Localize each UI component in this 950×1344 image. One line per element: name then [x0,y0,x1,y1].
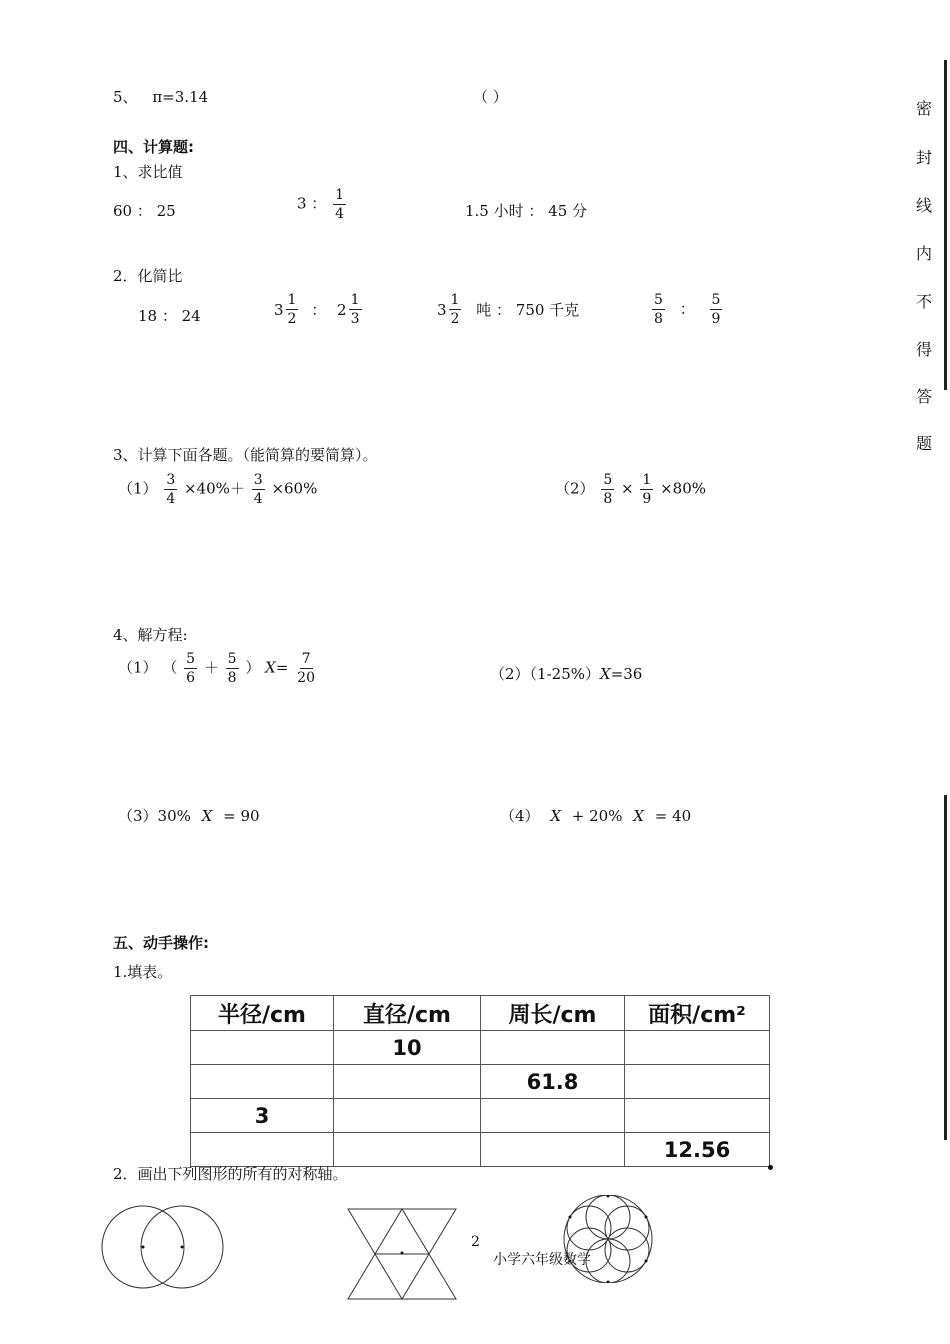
fraction-numerator: 5 [603,472,613,488]
ratio-colon: ： [679,299,695,318]
footer-subject: 小学六年级数学 [493,1252,591,1268]
fraction-numerator: 5 [711,292,721,308]
fill-table-title: 1.填表。 [113,963,173,981]
item-label: （1） [118,479,158,498]
simplify-item-c [437,293,579,326]
simplify-item-a: 18 ： 24 [138,307,201,325]
seal-char: 答 [916,387,933,406]
part-2-title: 2．化简比 [113,267,183,285]
seal-line-bottom [944,795,947,1140]
table-cell[interactable] [334,1065,481,1099]
q5-text: π=3.14 [152,88,209,106]
fraction-denominator: 3 [350,311,360,327]
center-dot [142,1246,145,1249]
fraction [601,473,614,506]
part-4-title: 4、解方程: [113,626,188,644]
fraction-numerator: 3 [253,472,263,488]
plus-sign: ＋ [203,658,219,677]
header-circumference: 周长/cm [481,996,625,1031]
header-radius: 半径/cm [191,996,334,1031]
fraction [164,473,177,506]
mixed-whole: 3 [437,300,447,319]
equation-text: 30% [157,807,191,825]
simplify-item-d [650,293,724,326]
paren-close: ） [245,658,261,677]
expression-end: ×80% [660,479,707,498]
point-dot [645,1260,648,1263]
q5-blank: （ ） [473,88,508,106]
page-number: 2 [471,1234,480,1250]
seal-char: 线 [916,196,933,215]
section-4-title: 四、计算题: [113,138,194,156]
mixed-number [274,293,300,326]
fraction-denominator: 6 [186,670,196,686]
point-dot [645,1216,648,1219]
fraction [652,293,665,326]
equation-end: = 90 [223,807,260,825]
table-cell[interactable]: 3 [191,1099,334,1133]
ratio-colon: ： [311,300,327,319]
table-cell[interactable] [625,1099,770,1133]
center-dot [401,1252,404,1255]
seal-char: 密 [916,99,933,118]
fraction-denominator: 9 [711,311,721,327]
seal-line-top [944,60,947,390]
center-dot [181,1246,184,1249]
seal-char: 封 [916,148,933,167]
fraction-numerator: 1 [642,472,652,488]
table-cell[interactable]: 61.8 [481,1065,625,1099]
table-cell[interactable]: 12.56 [625,1133,770,1167]
equation-4 [500,805,691,826]
header-diameter: 直径/cm [334,996,481,1031]
variable-x: X [265,658,276,677]
fraction [252,473,265,506]
item-label: （3） [118,807,158,825]
simplify-item-b [274,293,364,326]
fraction-numerator: 1 [335,187,345,203]
fraction-denominator: 4 [335,206,345,222]
ratio-item-b-prefix: 3 ： [297,194,327,213]
equals-sign: = [275,658,289,677]
equation-text: （1-25%） [529,665,600,683]
fraction [286,293,299,326]
expression-end: ×60% [271,479,318,498]
table-cell[interactable] [481,1133,625,1167]
fraction-denominator: 4 [253,491,263,507]
calc-item-1 [118,473,317,506]
symmetry-title: 2．画出下列图形的所有的对称轴。 [113,1165,348,1183]
fraction-denominator: 8 [227,670,237,686]
part-1-title: 1、求比值 [113,163,183,181]
fraction [710,293,723,326]
marker-dot [768,1165,773,1170]
point-dot [607,1195,610,1198]
header-area: 面积/cm² [625,996,770,1031]
fraction-numerator: 7 [301,651,311,667]
table-cell[interactable]: 10 [334,1031,481,1065]
fraction [640,473,653,506]
simplify-item-c-rest: 吨 ： 750 千克 [476,300,580,319]
equation-3 [118,805,260,826]
fraction-denominator: 9 [642,491,652,507]
part-3-title: 3、计算下面各题。（能简算的要简算）。 [113,446,378,464]
equation-2 [490,663,642,684]
section-5-title: 五、动手操作: [113,934,209,952]
paren-open: （ [162,658,178,677]
fraction-denominator: 4 [166,491,176,507]
q5-label: 5、 [113,88,138,106]
variable-x: X [550,807,562,825]
ratio-item-a: 60 ： 25 [113,202,176,220]
table-header-row [191,996,770,1031]
table-cell[interactable] [334,1133,481,1167]
table-row [191,1133,770,1167]
fraction-denominator: 8 [654,311,663,327]
figure-flower-circle [558,1195,660,1283]
fraction [295,652,317,685]
equation-end: =36 [610,665,643,683]
table-row [191,1065,770,1099]
fraction-denominator: 8 [603,491,613,507]
fraction-numerator: 5 [654,292,663,308]
equation-1 [118,652,319,685]
mixed-whole: 2 [337,300,347,319]
item-label: （2） [490,665,530,683]
q5-line [113,86,208,107]
table-cell[interactable] [625,1031,770,1065]
mixed-number [437,293,463,326]
circle-table [190,995,770,1167]
item-label: （2） [555,479,595,498]
table-row [191,1031,770,1065]
fraction [184,652,197,685]
table-cell[interactable] [625,1065,770,1099]
table-cell[interactable] [334,1099,481,1133]
fraction-numerator: 1 [287,292,297,308]
figure-triangles [342,1205,462,1305]
table-cell[interactable] [481,1031,625,1065]
fraction-numerator: 5 [186,651,196,667]
figure-overlapping-circles [98,1200,228,1292]
table-cell[interactable] [191,1031,334,1065]
fraction-denominator: 20 [297,670,315,686]
ratio-item-c: 1.5 小时 ： 45 分 [465,202,588,220]
mixed-number [337,293,363,326]
fraction [349,293,362,326]
fraction-numerator: 5 [227,651,237,667]
fraction-numerator: 1 [450,292,460,308]
table-cell[interactable] [191,1133,334,1167]
equation-middle: + 20% [571,807,623,825]
ratio-item-b [297,188,348,221]
fraction [449,293,462,326]
table-cell[interactable] [191,1065,334,1099]
table-cell[interactable] [481,1099,625,1133]
seal-char: 内 [916,244,933,263]
expression-middle: × [621,479,634,498]
equation-end: = 40 [654,807,692,825]
fraction [226,652,239,685]
mixed-whole: 3 [274,300,284,319]
variable-x: X [633,807,644,825]
variable-x: X [201,807,213,825]
table-row [191,1099,770,1133]
variable-x: X [600,665,611,683]
fraction-denominator: 2 [287,311,297,327]
expression-middle: ×40%＋ [184,479,245,498]
fraction-denominator: 2 [450,311,460,327]
point-dot [569,1216,572,1219]
item-label: （4） [500,807,540,825]
seal-char: 得 [916,340,933,359]
point-dot [607,1281,610,1284]
seal-char: 题 [916,434,933,453]
item-label: （1） [118,658,158,677]
fraction-numerator: 3 [166,472,176,488]
fraction-numerator: 1 [350,292,360,308]
seal-char: 不 [916,292,933,311]
calc-item-2 [555,473,706,506]
fraction [333,188,346,221]
